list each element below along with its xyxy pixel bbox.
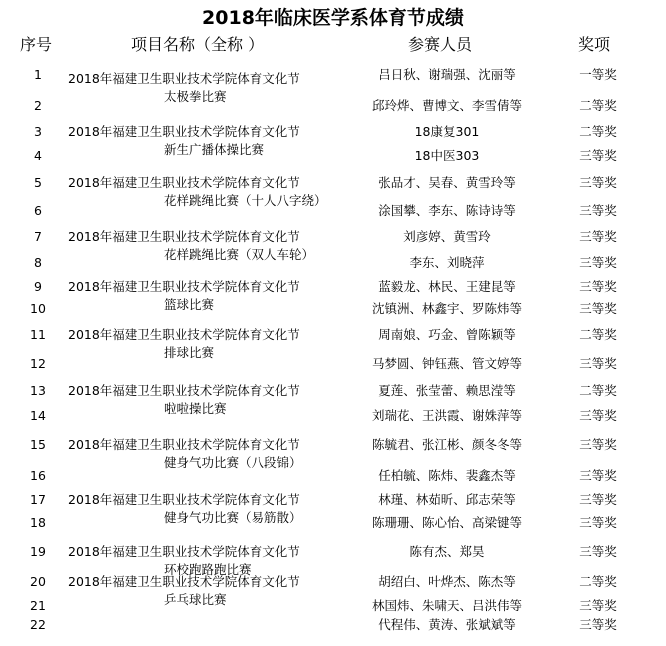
row-participants: 李东、刘晓萍 [409,255,485,270]
project-name-line2: 健身气功比赛（易筋散） [164,510,302,525]
project-name-line2: 太极拳比赛 [164,89,227,104]
row-number: 1 [34,67,42,82]
row-award: 三等奖 [579,492,617,507]
row-number: 8 [34,255,42,270]
project-name-line2: 篮球比赛 [164,297,215,312]
project-name [68,382,348,418]
project-name [68,326,348,362]
project-name-line1: 2018年福建卫生职业技术学院体育文化节 [68,544,300,559]
project-name [68,123,348,159]
project-name-line1: 2018年福建卫生职业技术学院体育文化节 [68,437,300,452]
row-number: 17 [30,492,46,507]
row-award: 二等奖 [579,98,617,113]
row-participants: 陈有杰、郑昊 [409,544,485,559]
header-award: 奖项 [578,35,611,54]
project-name [68,70,348,106]
project-name [68,573,348,609]
row-participants: 18康复301 [414,124,480,139]
row-number: 4 [34,148,42,163]
row-number: 21 [30,598,46,613]
project-name-line1: 2018年福建卫生职业技术学院体育文化节 [68,574,300,589]
row-award: 二等奖 [579,327,617,342]
row-number: 5 [34,175,42,190]
project-name-line1: 2018年福建卫生职业技术学院体育文化节 [68,124,300,139]
row-award: 三等奖 [579,148,617,163]
project-name-line2: 花样跳绳比赛（十人八字绕） [164,193,327,208]
row-award: 二等奖 [579,574,617,589]
row-participants: 刘瑞花、王洪霞、谢姝萍等 [371,408,522,423]
row-participants: 陈毓君、张江彬、颜冬冬等 [371,437,522,452]
row-number: 6 [34,203,42,218]
row-participants: 18中医303 [414,148,480,163]
header-no: 序号 [20,35,53,54]
project-name-line1: 2018年福建卫生职业技术学院体育文化节 [68,71,300,86]
row-number: 14 [30,408,46,423]
row-number: 11 [30,327,46,342]
project-name-line1: 2018年福建卫生职业技术学院体育文化节 [68,492,300,507]
row-participants: 夏莲、张莹蕾、赖思滢等 [378,383,516,398]
page-title: 2018年临床医学系体育节成绩 [202,7,464,29]
project-name [68,278,348,314]
project-name-line2: 环校跑路跑比赛 [164,562,252,577]
row-number: 3 [34,124,42,139]
row-number: 15 [30,437,46,452]
row-award: 三等奖 [579,301,617,316]
header-participants: 参赛人员 [408,35,473,54]
row-award: 一等奖 [579,67,617,82]
row-award: 二等奖 [579,383,617,398]
row-award: 三等奖 [579,408,617,423]
project-name [68,436,348,472]
row-award: 三等奖 [579,203,617,218]
project-name-line1: 2018年福建卫生职业技术学院体育文化节 [68,175,300,190]
row-award: 三等奖 [579,617,617,632]
project-name-line1: 2018年福建卫生职业技术学院体育文化节 [68,383,300,398]
row-participants: 张品才、吴春、黄雪玲等 [378,175,516,190]
row-award: 三等奖 [579,515,617,530]
row-number: 2 [34,98,42,113]
project-name-line1: 2018年福建卫生职业技术学院体育文化节 [68,279,300,294]
row-participants: 代程伟、黄涛、张斌斌等 [378,617,516,632]
row-award: 三等奖 [579,175,617,190]
project-name-line1: 2018年福建卫生职业技术学院体育文化节 [68,327,300,342]
row-award: 三等奖 [579,255,617,270]
row-award: 三等奖 [579,544,617,559]
row-participants: 林瑾、林茹昕、邱志荣等 [378,492,516,507]
project-name-line1: 2018年福建卫生职业技术学院体育文化节 [68,229,300,244]
row-number: 13 [30,383,46,398]
header-project-name: 项目名称（全称 ） [131,35,265,54]
row-award: 三等奖 [579,229,617,244]
row-number: 12 [30,356,46,371]
row-participants: 陈珊珊、陈心怡、高梁键等 [371,515,522,530]
project-name [68,174,348,210]
project-name-line2: 花样跳绳比赛（双人车轮） [164,247,315,262]
row-award: 三等奖 [579,279,617,294]
row-participants: 蓝毅龙、林民、王建昆等 [378,279,516,294]
project-name-line2: 排球比赛 [164,345,215,360]
row-award: 三等奖 [579,468,617,483]
project-name-line2: 乒乓球比赛 [164,592,227,607]
row-participants: 邱玲烨、曹博文、李雪倩等 [371,98,522,113]
row-number: 18 [30,515,46,530]
project-name [68,228,348,264]
project-name-line2: 啦啦操比赛 [164,401,227,416]
row-number: 10 [30,301,46,316]
row-participants: 林国炜、朱啸天、吕洪伟等 [371,598,522,613]
row-participants: 马梦圆、钟钰燕、管文婷等 [371,356,522,371]
row-number: 9 [34,279,42,294]
row-participants: 胡绍白、叶烨杰、陈杰等 [378,574,516,589]
project-name [68,491,348,527]
project-name-line2: 健身气功比赛（八段锦） [164,455,302,470]
row-number: 22 [30,617,46,632]
row-number: 19 [30,544,46,559]
row-number: 16 [30,468,46,483]
row-participants: 任柏毓、陈炜、裴鑫杰等 [378,468,516,483]
row-participants: 刘彦婷、黄雪玲 [403,229,491,244]
row-number: 20 [30,574,46,589]
row-award: 三等奖 [579,437,617,452]
project-name-line2: 新生广播体操比赛 [164,142,265,157]
row-participants: 涂国攀、李东、陈诗诗等 [378,203,516,218]
row-participants: 吕日秋、谢瑞强、沈丽等 [378,67,516,82]
row-award: 二等奖 [579,124,617,139]
row-participants: 沈镇洲、林鑫宇、罗陈炜等 [371,301,522,316]
row-award: 三等奖 [579,598,617,613]
row-number: 7 [34,229,42,244]
row-award: 三等奖 [579,356,617,371]
row-participants: 周南娘、巧金、曾陈颖等 [378,327,516,342]
